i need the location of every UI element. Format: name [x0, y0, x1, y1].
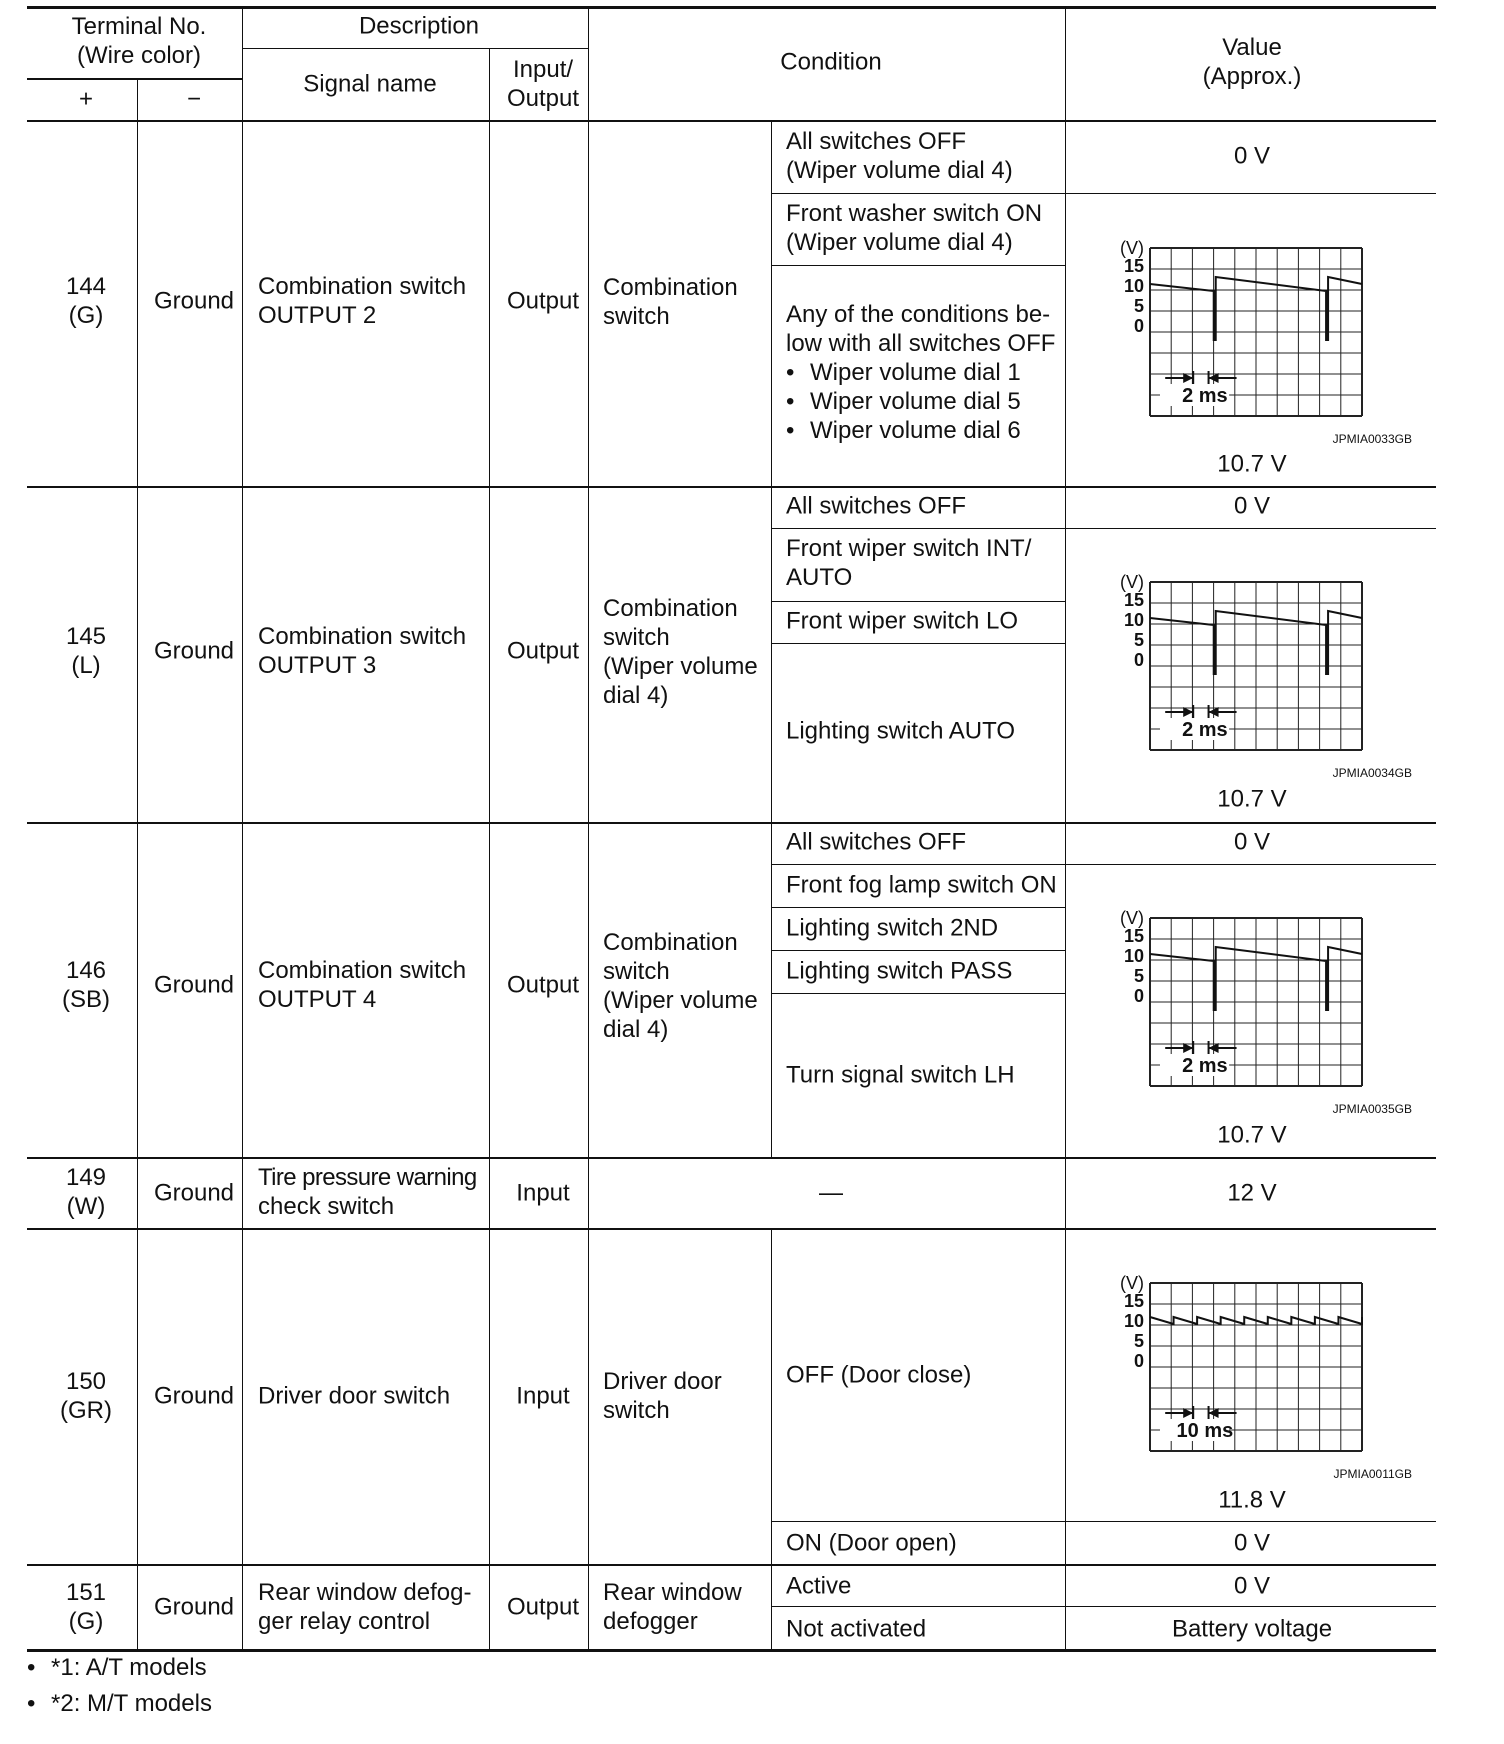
- rule-v: [489, 49, 490, 1650]
- y-tick-label: 10: [1123, 610, 1144, 630]
- ground-label: Ground: [153, 287, 235, 315]
- signal-name: Tire pressure warning: [258, 1164, 477, 1191]
- header-terminal-no: Terminal No.: [71, 13, 207, 40]
- rule: [27, 78, 242, 80]
- sub-condition: Front fog lamp switch ON: [786, 871, 1057, 899]
- condition-device: switch: [603, 303, 670, 330]
- condition-device: switch: [603, 958, 670, 985]
- rule: [771, 193, 1436, 194]
- rule: [771, 907, 1065, 908]
- header-wire-color: (Wire color): [77, 42, 201, 69]
- footnote: *2: M/T models: [51, 1690, 212, 1717]
- axis-unit: (V): [1120, 1273, 1144, 1293]
- rule: [771, 864, 1436, 865]
- waveform-svg: [1100, 1273, 1420, 1488]
- y-tick-label: 5: [1133, 966, 1144, 986]
- header-approx: (Approx.): [1202, 63, 1302, 90]
- io-type: Output: [506, 637, 580, 665]
- signal-name: ger relay control: [258, 1608, 431, 1635]
- sub-condition: Lighting switch AUTO: [786, 717, 1015, 745]
- waveform-svg: [1100, 908, 1420, 1123]
- ground-label: Ground: [153, 1179, 235, 1207]
- condition-device: (Wiper volume: [603, 653, 758, 680]
- signal-name: Combination switch: [258, 957, 467, 984]
- condition-device: dial 4): [603, 682, 669, 709]
- io-type: Output: [506, 971, 580, 999]
- value: 11.8 V: [1218, 1486, 1286, 1514]
- ground-label: Ground: [153, 971, 235, 999]
- sub-condition: Not activated: [786, 1615, 927, 1643]
- wire-color: (GR): [60, 1397, 112, 1424]
- y-tick-label: 5: [1133, 1331, 1144, 1351]
- signal-name: check switch: [258, 1193, 395, 1220]
- bullet: •: [786, 388, 795, 415]
- rule-top: [27, 6, 1436, 9]
- figure-code: JPMIA0034GB: [1332, 766, 1412, 780]
- waveform-svg: [1100, 238, 1420, 453]
- value: 0 V: [1233, 492, 1271, 520]
- sub-condition: (Wiper volume dial 4): [786, 229, 1013, 256]
- oscilloscope-waveform: [1100, 908, 1420, 1128]
- oscilloscope-waveform: [1100, 572, 1420, 792]
- condition-device: switch: [603, 1397, 670, 1424]
- sub-condition: Front wiper switch INT/: [786, 535, 1032, 562]
- rule: [771, 950, 1065, 951]
- footnote-bullet: •: [27, 1654, 36, 1681]
- time-scale-label: 10 ms: [1176, 1420, 1234, 1442]
- figure-code: JPMIA0011GB: [1333, 1467, 1412, 1481]
- rule: [27, 822, 1436, 824]
- rule: [27, 1157, 1436, 1159]
- condition-device: Driver door: [603, 1368, 722, 1395]
- ground-label: Ground: [153, 637, 235, 665]
- header-minus: −: [186, 85, 202, 113]
- terminal-number: 149: [65, 1164, 107, 1191]
- figure-code: JPMIA0033GB: [1332, 432, 1412, 446]
- sub-condition: All switches OFF: [786, 828, 967, 856]
- sub-condition: Lighting switch PASS: [786, 957, 1013, 985]
- condition-device: switch: [603, 624, 670, 651]
- condition-device: (Wiper volume: [603, 987, 758, 1014]
- signal-name: Combination switch: [258, 273, 467, 300]
- rule-v: [242, 8, 243, 1650]
- y-tick-label: 5: [1133, 630, 1144, 650]
- oscilloscope-waveform: [1100, 238, 1420, 458]
- rule-v: [588, 8, 589, 1650]
- signal-name: Combination switch: [258, 623, 467, 650]
- rule: [771, 993, 1065, 994]
- sub-condition: Any of the conditions be-: [786, 301, 1051, 328]
- header-input: Input/: [512, 56, 574, 83]
- y-tick-label: 10: [1123, 946, 1144, 966]
- condition-none: —: [819, 1179, 843, 1207]
- waveform-svg: [1100, 572, 1420, 787]
- y-tick-label: 15: [1123, 1291, 1144, 1311]
- header-plus: +: [78, 85, 94, 113]
- time-scale-label: 2 ms: [1182, 1055, 1228, 1077]
- sub-condition: Front washer switch ON: [786, 200, 1043, 227]
- rule-v: [1065, 8, 1066, 1650]
- rule: [771, 1606, 1436, 1607]
- rule: [27, 1564, 1436, 1566]
- sub-condition: Front wiper switch LO: [786, 607, 1019, 635]
- sub-condition: Active: [786, 1572, 852, 1600]
- terminal-number: 146: [65, 957, 107, 984]
- value: Battery voltage: [1171, 1615, 1333, 1643]
- axis-unit: (V): [1120, 572, 1144, 592]
- bullet-item: Wiper volume dial 5: [810, 388, 1021, 415]
- terminal-number: 150: [65, 1368, 107, 1395]
- bullet: •: [786, 359, 795, 386]
- io-type: Output: [506, 287, 580, 315]
- rule: [27, 1228, 1436, 1230]
- sub-condition: All switches OFF: [786, 128, 967, 155]
- y-tick-label: 0: [1133, 986, 1144, 1006]
- rule-bottom: [27, 1649, 1436, 1652]
- io-type: Input: [516, 1179, 570, 1207]
- y-tick-label: 5: [1133, 296, 1144, 316]
- sub-condition: Turn signal switch LH: [786, 1061, 1015, 1089]
- y-tick-label: 0: [1133, 1351, 1144, 1371]
- ground-label: Ground: [153, 1382, 235, 1410]
- rule-v: [137, 80, 138, 1650]
- footnote: *1: A/T models: [51, 1654, 207, 1681]
- ground-label: Ground: [153, 1593, 235, 1621]
- signal-name: OUTPUT 2: [258, 302, 377, 329]
- bullet-item: Wiper volume dial 6: [810, 417, 1021, 444]
- wire-color: (W): [66, 1193, 106, 1220]
- condition-device: Rear window: [603, 1579, 742, 1606]
- wire-color: (L): [71, 652, 101, 679]
- value: 0 V: [1233, 828, 1271, 856]
- rule: [771, 643, 1065, 644]
- header-output: Output: [506, 85, 580, 112]
- sub-condition: Lighting switch 2ND: [786, 914, 999, 942]
- value: 10.7 V: [1217, 785, 1287, 813]
- condition-device: Combination: [603, 274, 738, 301]
- condition-device: Combination: [603, 929, 738, 956]
- y-tick-label: 15: [1123, 590, 1144, 610]
- terminal-number: 144: [65, 273, 107, 300]
- rule: [771, 265, 1065, 266]
- value: 10.7 V: [1217, 1121, 1287, 1149]
- wire-color: (SB): [62, 986, 110, 1013]
- footnote-bullet: •: [27, 1690, 36, 1717]
- rule: [771, 1521, 1436, 1522]
- wire-color: (G): [68, 302, 104, 329]
- y-tick-label: 0: [1133, 316, 1144, 336]
- signal-name: OUTPUT 4: [258, 986, 377, 1013]
- rule-v: [771, 1229, 772, 1650]
- header-signal-name: Signal name: [303, 70, 437, 98]
- condition-device: Combination: [603, 595, 738, 622]
- time-scale-label: 2 ms: [1182, 719, 1228, 741]
- y-tick-label: 10: [1123, 1311, 1144, 1331]
- sub-condition: AUTO: [786, 564, 853, 591]
- value: 0 V: [1233, 1572, 1271, 1600]
- sub-condition: low with all switches OFF: [786, 330, 1056, 357]
- sub-condition: ON (Door open): [786, 1529, 957, 1557]
- figure-code: JPMIA0035GB: [1332, 1102, 1412, 1116]
- bullet: •: [786, 417, 795, 444]
- rule: [771, 528, 1436, 529]
- terminal-number: 151: [65, 1579, 107, 1606]
- rule: [242, 48, 588, 49]
- header-condition: Condition: [780, 48, 882, 76]
- io-type: Input: [516, 1382, 570, 1410]
- y-tick-label: 15: [1123, 256, 1144, 276]
- axis-unit: (V): [1120, 238, 1144, 258]
- io-type: Output: [506, 1593, 580, 1621]
- sub-condition: All switches OFF: [786, 492, 967, 520]
- time-scale-label: 2 ms: [1182, 385, 1228, 407]
- rule-v: [771, 121, 772, 1158]
- signal-name: OUTPUT 3: [258, 652, 377, 679]
- terminal-number: 145: [65, 623, 107, 650]
- signal-name: Driver door switch: [258, 1382, 451, 1410]
- y-tick-label: 15: [1123, 926, 1144, 946]
- y-tick-label: 10: [1123, 276, 1144, 296]
- rule: [771, 601, 1065, 602]
- header-description: Description: [358, 12, 480, 40]
- rule: [27, 486, 1436, 488]
- bullet-item: Wiper volume dial 1: [810, 359, 1021, 386]
- rule-header-bottom: [27, 120, 1436, 122]
- value: 12 V: [1227, 1179, 1277, 1207]
- sub-condition: OFF (Door close): [786, 1361, 972, 1389]
- value: 0 V: [1233, 1529, 1271, 1557]
- header-value: Value: [1222, 34, 1282, 61]
- value: 10.7 V: [1217, 450, 1287, 478]
- signal-name: Rear window defog-: [258, 1579, 472, 1606]
- oscilloscope-waveform: [1100, 1273, 1420, 1493]
- wire-color: (G): [68, 1608, 104, 1635]
- condition-device: dial 4): [603, 1016, 669, 1043]
- axis-unit: (V): [1120, 908, 1144, 928]
- value: 0 V: [1233, 142, 1271, 170]
- condition-device: defogger: [603, 1608, 698, 1635]
- y-tick-label: 0: [1133, 650, 1144, 670]
- sub-condition: (Wiper volume dial 4): [786, 157, 1013, 184]
